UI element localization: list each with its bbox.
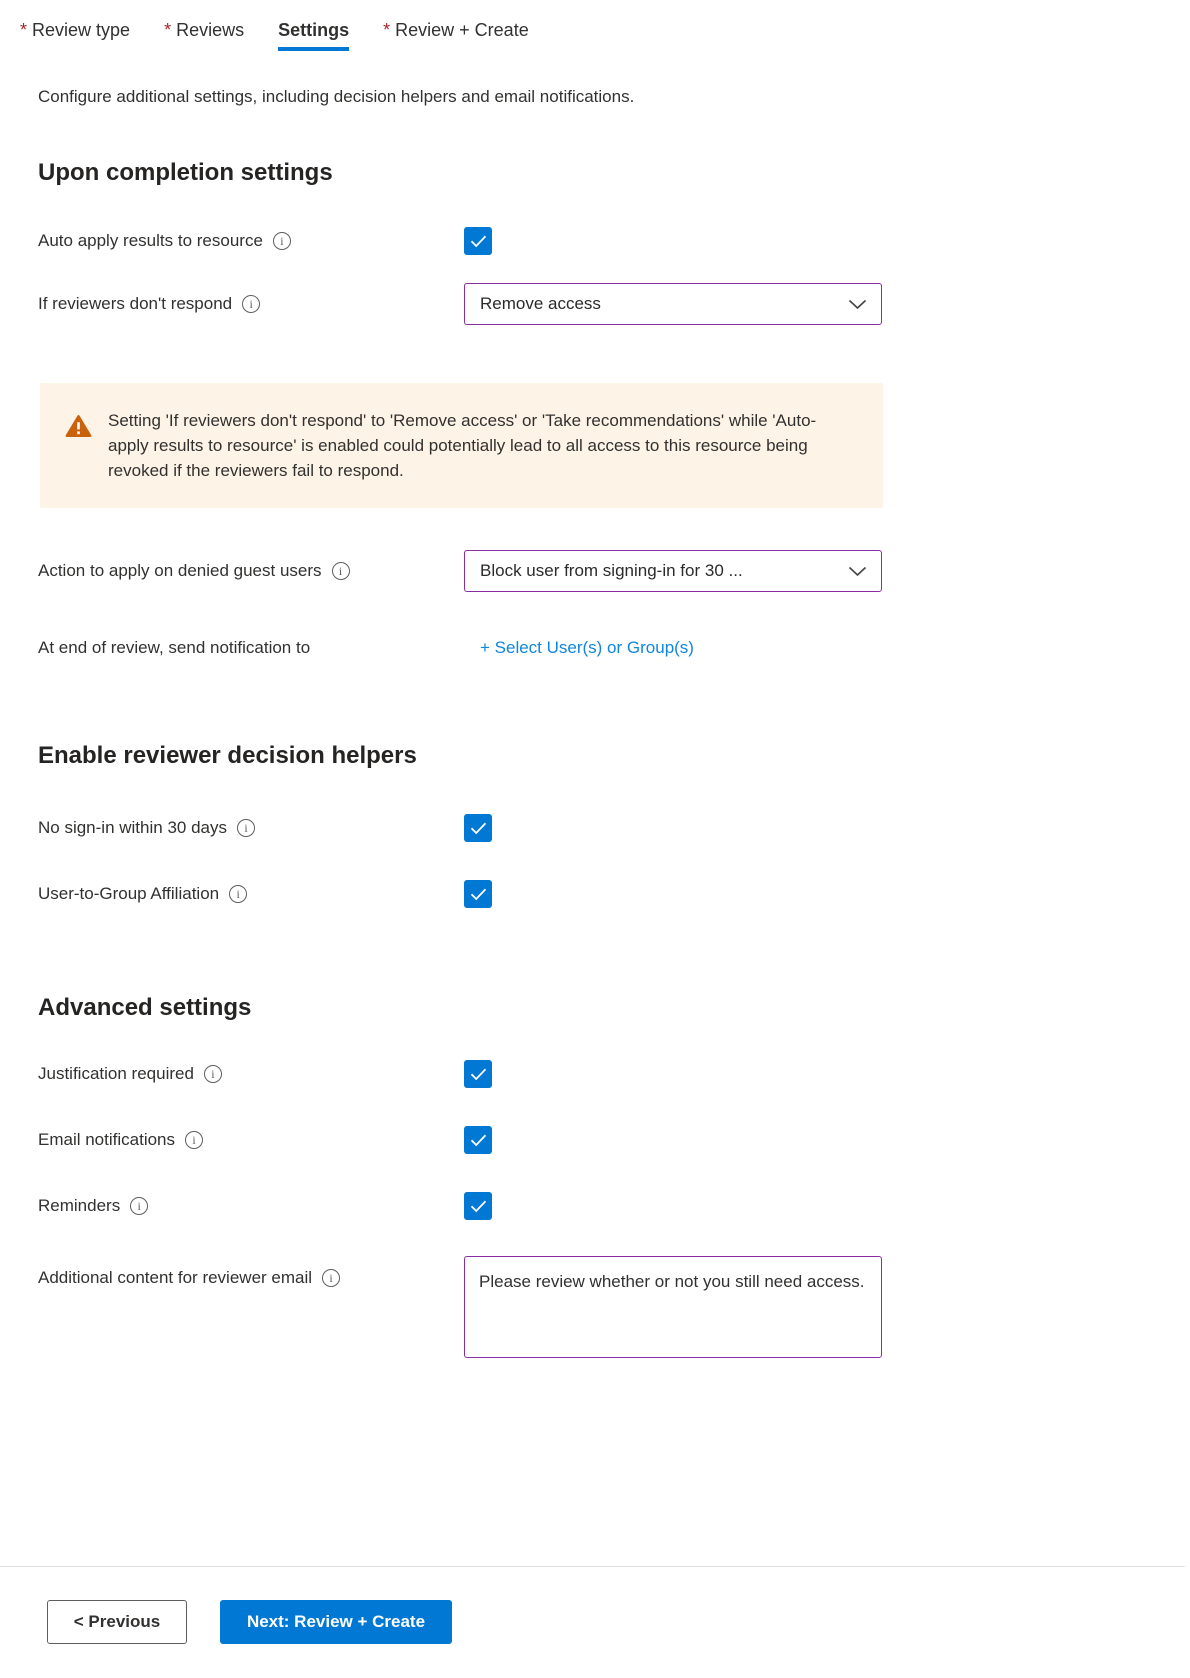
info-icon[interactable]: i [130,1197,148,1215]
no-respond-row [38,283,1190,325]
justification-checkbox[interactable] [464,1060,492,1088]
additional-content-label: Additional content for reviewer email [38,1268,313,1287]
required-asterisk: * [164,20,172,40]
tab-review-create[interactable] [383,20,529,51]
email-notifications-row [38,1126,1190,1154]
affiliation-label: User-to-Group Affiliation [38,884,220,903]
reminders-checkbox[interactable] [464,1192,492,1220]
denied-guest-label: Action to apply on denied guest users [38,561,322,580]
email-notifications-checkbox[interactable] [464,1126,492,1154]
no-respond-label: If reviewers don't respond [38,294,233,313]
justification-label: Justification required [38,1064,194,1083]
no-sign-in-row [38,814,1190,842]
warning-banner [40,383,883,508]
checkmark-icon [470,1200,487,1213]
previous-button[interactable]: < Previous [47,1600,187,1644]
wizard-footer [0,1566,1185,1678]
required-asterisk: * [383,20,391,40]
tab-label: Review type [32,20,131,40]
warning-icon [65,414,92,438]
info-icon[interactable]: i [185,1131,203,1149]
tab-label: Reviews [176,20,245,40]
tab-label: Settings [278,20,350,40]
info-icon[interactable]: i [242,295,260,313]
info-icon[interactable]: i [237,819,255,837]
section-title-decision-helpers: Enable reviewer decision helpers [38,742,417,769]
dropdown-value: Block user from signing-in for 30 ... [480,561,743,580]
next-review-create-button[interactable]: Next: Review + Create [220,1600,452,1644]
tab-label: Review + Create [395,20,529,40]
auto-apply-checkbox[interactable] [464,227,492,255]
notification-row [38,638,1190,658]
warning-text: Setting 'If reviewers don't respond' to 'Remove access' or 'Take recommendations' while 'Auto-apply results to resource' is enabled could potentially lead to all access to this resource being revoked if the reviewers fail to respond. [108,411,817,480]
tab-review-type[interactable] [20,20,130,51]
wizard-tabs [0,0,1190,51]
chevron-down-icon [848,566,867,577]
denied-guest-action-dropdown[interactable] [464,550,882,592]
justification-row [38,1060,1190,1088]
checkmark-icon [470,888,487,901]
if-reviewers-dont-respond-dropdown[interactable] [464,283,882,325]
section-title-advanced: Advanced settings [38,994,252,1021]
affiliation-row [38,880,1190,908]
info-icon[interactable]: i [332,562,350,580]
checkmark-icon [470,1068,487,1081]
auto-apply-label: Auto apply results to resource [38,231,263,250]
tab-settings[interactable] [278,20,349,51]
checkmark-icon [470,1134,487,1147]
reminders-row [38,1192,1190,1220]
email-notifications-label: Email notifications [38,1130,176,1149]
additional-content-textarea[interactable] [464,1256,882,1358]
info-icon[interactable]: i [322,1269,340,1287]
page-description: Configure additional settings, including decision helpers and email notifications. [38,87,635,106]
notification-label: At end of review, send notification to [38,638,311,657]
checkmark-icon [470,235,487,248]
chevron-down-icon [848,299,867,310]
no-sign-in-label: No sign-in within 30 days [38,818,227,837]
no-sign-in-checkbox[interactable] [464,814,492,842]
section-title-upon-completion: Upon completion settings [38,159,333,186]
info-icon[interactable]: i [273,232,291,250]
tab-reviews[interactable] [164,20,244,51]
reminders-label: Reminders [38,1196,121,1215]
auto-apply-row [38,227,1190,255]
checkmark-icon [470,822,487,835]
required-asterisk: * [20,20,28,40]
select-users-groups-link[interactable]: + Select User(s) or Group(s) [480,638,694,657]
dropdown-value: Remove access [480,294,601,313]
info-icon[interactable]: i [229,885,247,903]
info-icon[interactable]: i [204,1065,222,1083]
denied-guest-row [38,550,1190,592]
additional-content-row [38,1256,1190,1358]
affiliation-checkbox[interactable] [464,880,492,908]
